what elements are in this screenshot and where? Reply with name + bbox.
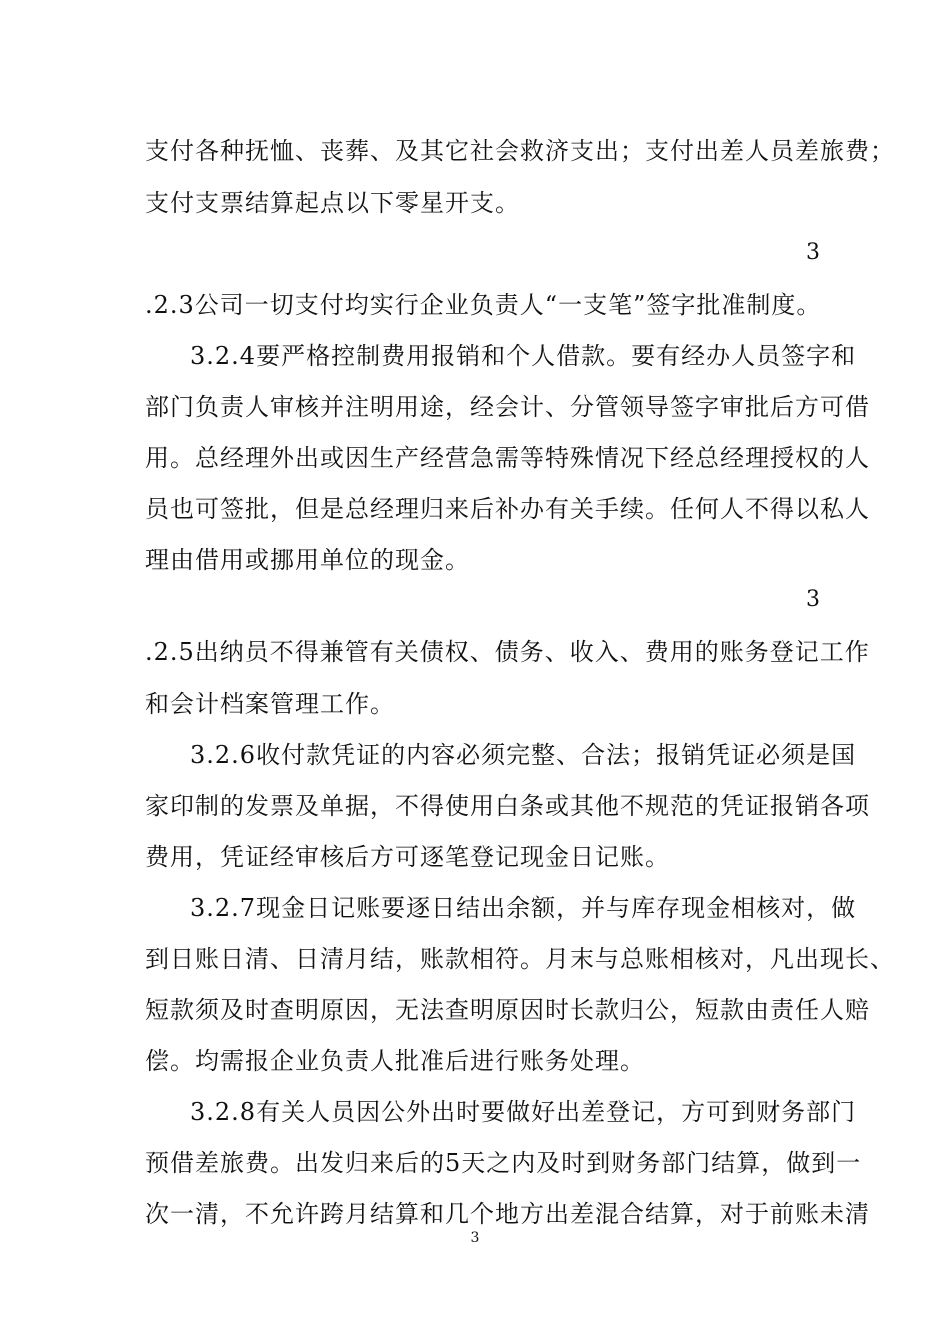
text-line: 3.2.4要严格控制费用报销和个人借款。要有经办人员签字和 — [190, 342, 857, 370]
text-line: 费用，凭证经审核后方可逐笔登记现金日记账。 — [145, 843, 670, 871]
text-line: 家印制的发票及单据，不得使用白条或其他不规范的凭证报销各项 — [145, 792, 870, 820]
text-line: 支付支票结算起点以下零星开支。 — [145, 189, 520, 217]
text-line: .2.5出纳员不得兼管有关债权、债务、收入、费用的账务登记工作 — [145, 638, 870, 666]
wrapped-section-number: 3 — [806, 587, 820, 612]
text-line: 员也可签批，但是总经理归来后补办有关手续。任何人不得以私人 — [145, 495, 870, 523]
text-line: 用。总经理外出或因生产经营急需等特殊情况下经总经理授权的人 — [145, 444, 870, 472]
text-line: 到日账日清、日清月结，账款相符。月末与总账相核对，凡出现长、 — [145, 945, 895, 973]
text-line: 偿。均需报企业负责人批准后进行账务处理。 — [145, 1047, 645, 1075]
text-line: 3.2.7现金日记账要逐日结出余额，并与库存现金相核对，做 — [190, 894, 857, 922]
text-line: .2.3公司一切支付均实行企业负责人“一支笔”签字批准制度。 — [145, 291, 822, 319]
text-line: 3.2.8有关人员因公外出时要做好出差登记，方可到财务部门 — [190, 1098, 857, 1126]
text-line: 预借差旅费。出发归来后的5天之内及时到财务部门结算，做到一 — [145, 1149, 862, 1177]
text-line: 3.2.6收付款凭证的内容必须完整、合法；报销凭证必须是国 — [190, 741, 857, 769]
text-line: 次一清，不允许跨月结算和几个地方出差混合结算，对于前账未清 — [145, 1200, 870, 1228]
wrapped-section-number: 3 — [806, 240, 820, 265]
text-line: 短款须及时查明原因，无法查明原因时长款归公，短款由责任人赔 — [145, 996, 870, 1024]
text-line: 和会计档案管理工作。 — [145, 690, 395, 718]
text-line: 部门负责人审核并注明用途，经会计、分管领导签字审批后方可借 — [145, 393, 870, 421]
page-number: 3 — [470, 1230, 480, 1246]
text-line: 支付各种抚恤、丧葬、及其它社会救济支出；支付出差人员差旅费； — [145, 137, 895, 165]
text-line: 理由借用或挪用单位的现金。 — [145, 546, 470, 574]
